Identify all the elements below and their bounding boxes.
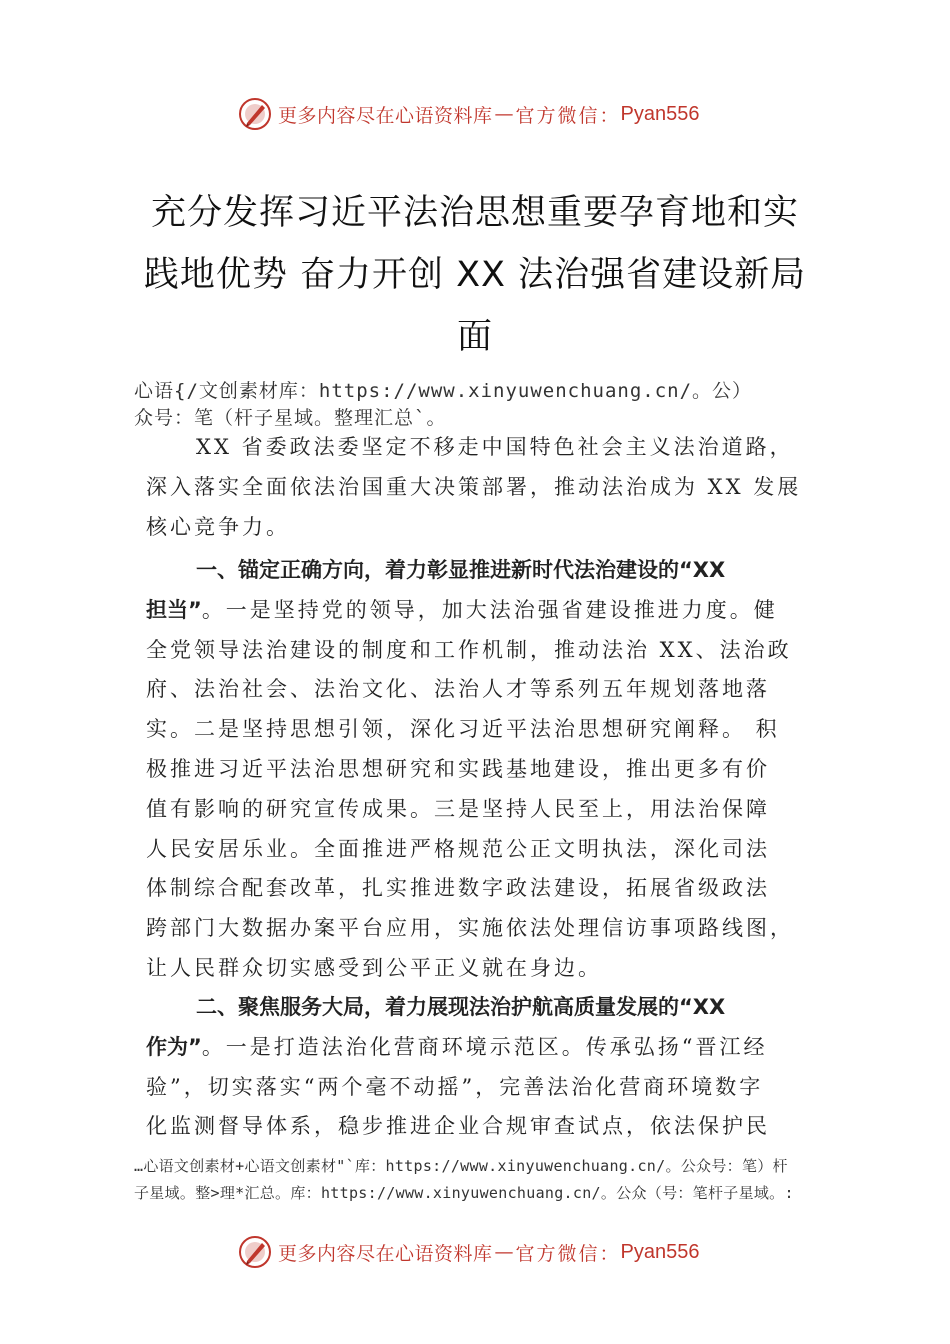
banner-wechat-label: 官方微信： (515, 1242, 621, 1265)
footer-line: …心语文创素材+心语文创素材"`库：https://www.xinyuwenchuang.cn/。公众号：笔）杆 (134, 1157, 788, 1175)
title-line: 面 (456, 317, 493, 357)
paragraph-line: 化监测督导体系，稳步推进企业合规审查试点，依法保护民 (146, 1114, 770, 1139)
footer-line: 子星域。整>理*汇总。库：https://www.xinyuwenchuang.cn/。公众（号：笔杆子星域。: (134, 1184, 794, 1202)
footer-note (134, 1153, 794, 1207)
paragraph-line: 跨部门大数据办案平台应用，实施依法处理信访事项路线图， (146, 916, 794, 941)
paragraph-line: XX 省委政法委坚定不移走中国特色社会主义法治道路， (196, 435, 794, 459)
section-2 (146, 988, 836, 1147)
paragraph-line: 核心竞争力。 (146, 514, 290, 539)
top-banner (0, 94, 950, 134)
banner-separator: — (494, 1241, 514, 1263)
paragraph-line: 。一是打造法治化营商环境示范区。传承弘扬“晋江经 (201, 1034, 768, 1059)
title-line: 践地优势 奋力开创 XX 法治强省建设新局 (143, 255, 807, 295)
banner-wechat-id: Pyan556 (620, 102, 700, 125)
section-heading-end: 作为” (146, 1034, 202, 1059)
banner-separator: — (494, 103, 514, 125)
paragraph-line: 实。二是坚持思想引领，深化习近平法治思想研究阐释。 积 (146, 717, 780, 742)
paragraph-line: 人民安居乐业。全面推进严格规范公正文明执法，深化司法 (146, 836, 770, 861)
section-1 (146, 551, 836, 989)
bottom-banner (0, 1232, 950, 1272)
logo-icon (238, 97, 272, 131)
title-line: 充分发挥习近平法治思想重要孕育地和实 (150, 193, 799, 233)
section-heading: 一、锚定正确方向，着力彰显推进新时代法治建设的“XX (196, 558, 726, 582)
banner-wechat-id: Pyan556 (620, 1240, 700, 1263)
source-line: 众号：笔（杆子星域。整理汇总`。 (134, 407, 447, 429)
section-heading-end: 担当” (146, 597, 202, 622)
paragraph-line: 值有影响的研究宣传成果。三是坚持人民至上，用法治保障 (146, 796, 770, 821)
paragraph-line: 验”，切实落实“两个毫不动摇”，完善法治化营商环境数字 (146, 1074, 764, 1099)
banner-slogan: 更多内容尽在心语资料库 (278, 104, 493, 127)
paragraph-line: 让人民群众切实感受到公平正义就在身边。 (146, 955, 602, 980)
paragraph-line: 深入落实全面依法治国重大决策部署，推动法治成为 XX 发展 (146, 474, 802, 499)
paragraph-line: 极推进习近平法治思想研究和实践基地建设，推出更多有价 (146, 756, 770, 781)
source-note (134, 378, 752, 432)
paragraph-line: 。一是坚持党的领导，加大法治强省建设推进力度。健 (201, 597, 778, 622)
logo-icon (238, 1235, 272, 1269)
banner-slogan: 更多内容尽在心语资料库 (278, 1242, 493, 1265)
intro-paragraph (146, 428, 836, 547)
paragraph-line: 全党领导法治建设的制度和工作机制，推动法治 XX、法治政 (146, 637, 792, 662)
paragraph-line: 府、法治社会、法治文化、法治人才等系列五年规划落地落 (146, 677, 770, 702)
banner-wechat-label: 官方微信： (515, 104, 621, 127)
section-heading: 二、聚焦服务大局，着力展现法治护航高质量发展的“XX (196, 995, 726, 1019)
document-title (120, 182, 830, 368)
paragraph-line: 体制综合配套改革，扎实推进数字政法建设，拓展省级政法 (146, 876, 770, 901)
source-line: 心语{/文创素材库：https://www.xinyuwenchuang.cn/。公） (134, 380, 753, 402)
